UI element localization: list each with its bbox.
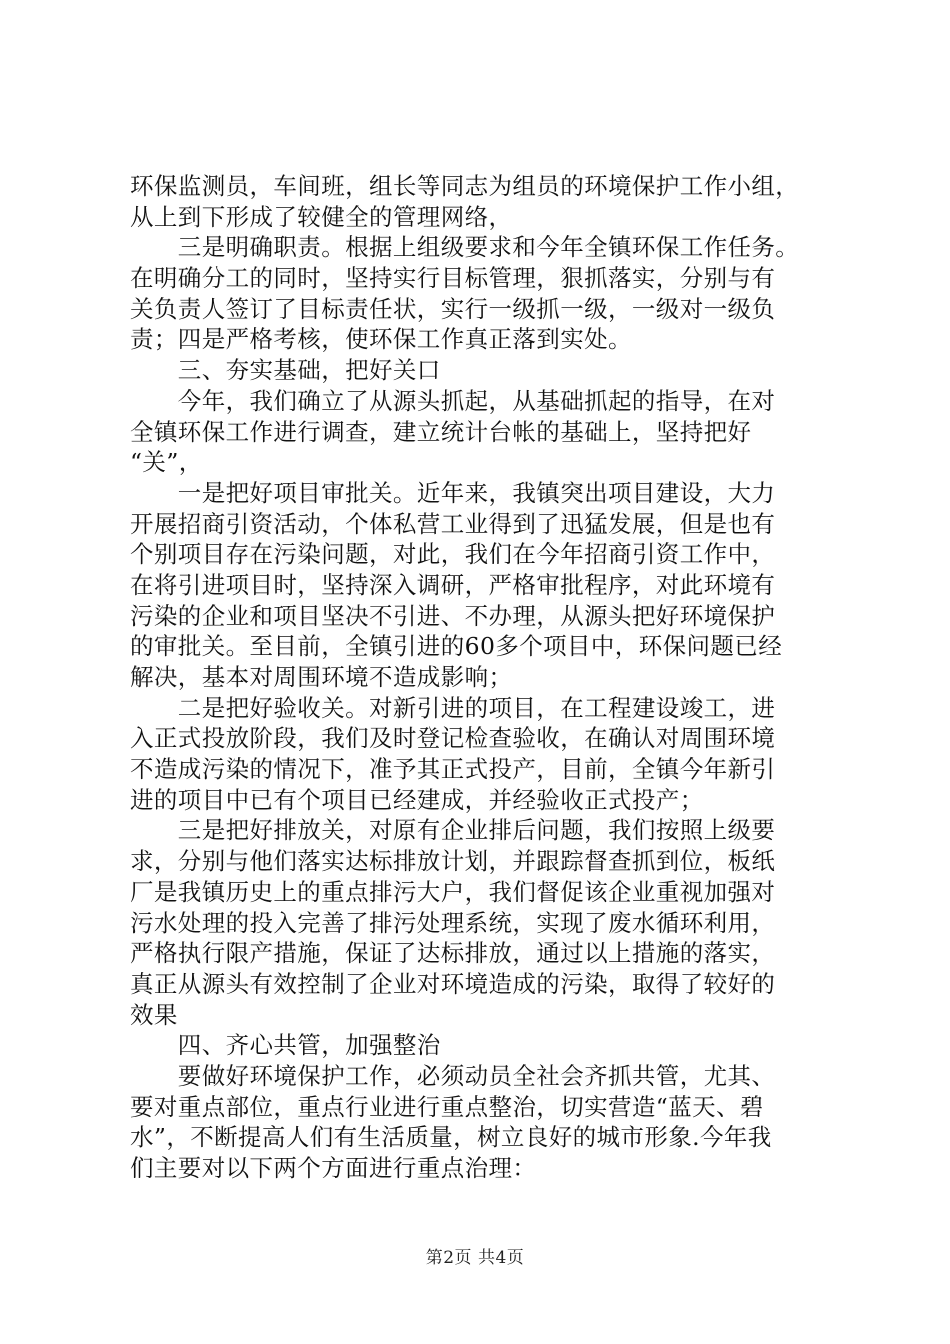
text-line-27: 真正从源头有效控制了企业对环境造成的污染，取得了较好的 [130, 969, 776, 998]
text-line-8: 今年，我们确立了从源头抓起，从基础抓起的指导，在对 [130, 386, 776, 415]
text-line-12: 开展招商引资活动，个体私营工业得到了迅猛发展，但是也有 [130, 509, 776, 538]
text-line-5: 关负责人签订了目标责任状，实行一级抓一级，一级对一级负 [130, 294, 776, 323]
text-line-25: 污水处理的投入完善了排污处理系统，实现了废水循环利用， [130, 908, 776, 937]
text-line-30: 要做好环境保护工作，必须动员全社会齐抓共管，尤其、 [130, 1061, 776, 1090]
text-line-23: 求，分别与他们落实达标排放计划，并跟踪督查抓到位，板纸 [130, 847, 776, 876]
document-body [130, 171, 830, 1184]
text-line-24: 厂是我镇历史上的重点排污大户，我们督促该企业重视加强对 [130, 877, 776, 906]
text-line-1: 环保监测员，车间班，组长等同志为组员的环境保护工作小组， [130, 172, 800, 200]
text-line-33: 们主要对以下两个方面进行重点治理： [130, 1154, 537, 1182]
text-line-32: 水”，不断提高人们有生活质量，树立良好的城市形象.今年我 [130, 1123, 772, 1152]
text-line-2: 从上到下形成了较健全的管理网络， [130, 202, 513, 231]
text-line-17: 解决，基本对周围环境不造成影响； [130, 663, 513, 691]
text-line-28: 效果 [130, 1000, 178, 1029]
text-line-6: 责；四是严格考核，使环保工作真正落到实处。 [130, 325, 632, 354]
text-line-13: 个别项目存在污染问题，对此，我们在今年招商引资工作中， [130, 540, 776, 569]
text-line-16: 的审批关。至目前，全镇引进的60多个项目中，环保问题已经 [130, 632, 783, 661]
text-line-10: “关”， [130, 448, 203, 477]
text-line-20: 不造成污染的情况下，准予其正式投产，目前，全镇今年新引 [130, 755, 776, 784]
text-line-4: 在明确分工的同时，坚持实行目标管理，狠抓落实，分别与有 [130, 264, 776, 293]
section-heading-3: 三、夯实基础，把好关口 [130, 356, 441, 385]
text-line-3: 三是明确职责。根据上组级要求和今年全镇环保工作任务。 [130, 233, 800, 262]
text-line-9: 全镇环保工作进行调查，建立统计台帐的基础上，坚持把好 [130, 417, 752, 446]
text-line-22: 三是把好排放关，对原有企业排后问题，我们按照上级要 [130, 816, 776, 845]
text-line-15: 污染的企业和项目坚决不引进、不办理，从源头把好环境保护 [130, 601, 776, 630]
text-line-18: 二是把好验收关。对新引进的项目，在工程建设竣工，进 [130, 693, 776, 722]
text-line-19: 入正式投放阶段，我们及时登记检查验收，在确认对周围环境 [130, 724, 776, 753]
page-number-footer: 第2页 共4页 [425, 1248, 525, 1268]
text-line-14: 在将引进项目时，坚持深入调研，严格审批程序，对此环境有 [130, 570, 776, 599]
text-line-11: 一是把好项目审批关。近年来，我镇突出项目建设，大力 [130, 478, 776, 507]
section-heading-4: 四、齐心共管，加强整治 [130, 1031, 441, 1060]
text-line-31: 要对重点部位，重点行业进行重点整治，切实营造“蓝天、碧 [130, 1092, 764, 1121]
text-line-21: 进的项目中已有个项目已经建成，并经验收正式投产； [130, 785, 704, 814]
text-line-26: 严格执行限产措施，保证了达标排放，通过以上措施的落实， [130, 939, 776, 968]
